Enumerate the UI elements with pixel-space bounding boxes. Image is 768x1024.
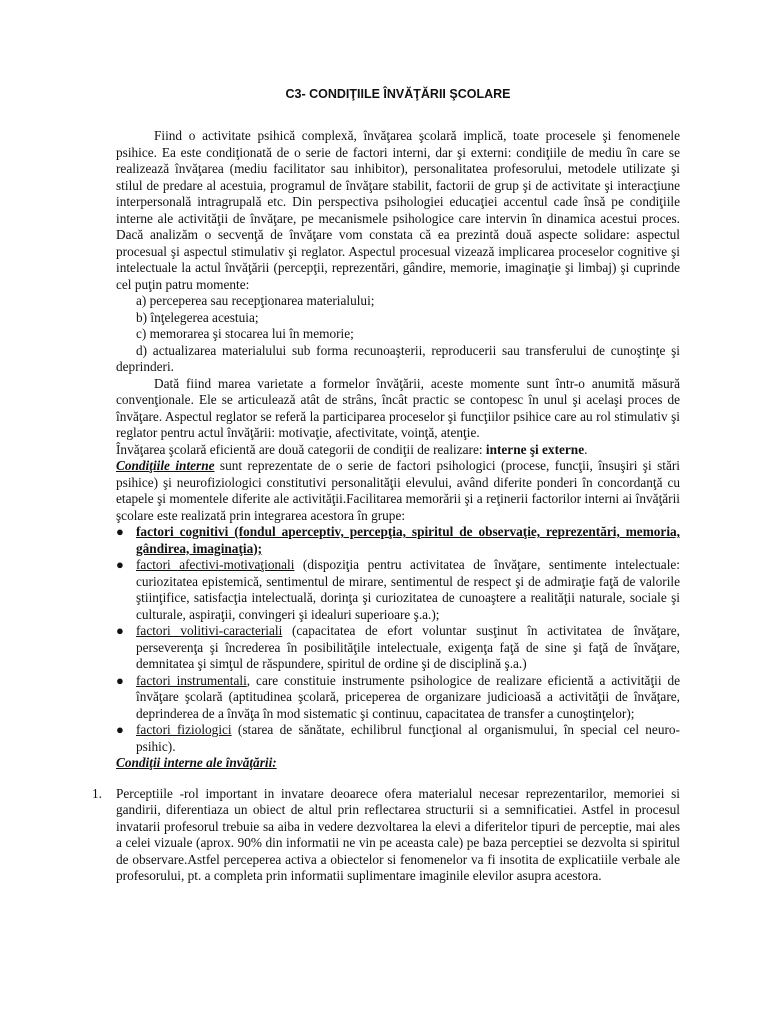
section-heading: Condiţii interne ale învăţării: xyxy=(116,755,277,770)
moment-b: b) înţelegerea acestuia; xyxy=(136,309,259,325)
list-item xyxy=(116,673,680,723)
moment-d: d) actualizarea materialului sub forma recunoaşterii, reproducerii sau transferului de cunoştinţe şi deprinderi. xyxy=(116,342,680,374)
item-text: Perceptiile -rol important in invatare deoarece ofera materialul necesar reprezentarilor, memoriei si gandirii, diferentiaza un obiect de altul prin reflectarea structurii si a semnificatiei. Astfel in procesul invatarii profesorul trebuie sa aiba in vedere dezvoltarea la elevi a diferitelor tipuri de perceptie, mai ales a celei vizuale (aprox. 90% din informatii ne vin pe aceasta cale) pe baza perceptiei se dezvolta si spiritul de observare.Astfel perceperea activa a obiectelor si fenomenelor va fi insotita de explicatiile verbale ale profesorului, pt. a completa prin informatii suplimentare imaginile elevilor asupra acestora. xyxy=(116,785,680,883)
bullet-icon: ● xyxy=(116,672,124,688)
variety-paragraph: Dată fiind marea varietate a formelor învăţării, aceste momente sunt într-o anumită măsură convenţionale. Ele se articulează atât de strâns, încât practic se contopesc în unul şi acelaşi proces de învăţare. Aspectul reglator se referă la participarea proceselor şi funcţiilor psihice care au rol stimulativ şi reglator pentru actul învăţării: motivaţie, afectivitate, voinţă, atenţie. xyxy=(116,375,680,440)
document-page xyxy=(92,86,681,885)
list-item xyxy=(116,557,680,623)
list-item xyxy=(116,524,680,557)
factor-label: factori instrumentali xyxy=(136,672,247,688)
item-number: 1. xyxy=(92,785,102,801)
moment-c: c) memorarea şi stocarea lui în memorie; xyxy=(136,326,354,341)
internal-conditions-paragraph xyxy=(116,458,680,524)
categories-bold: interne şi externe xyxy=(485,441,585,457)
bullet-icon: ● xyxy=(116,722,124,737)
internal-conditions-label: Condiţiile interne xyxy=(116,458,215,473)
moment-a: a) perceperea sau recepţionarea materialului; xyxy=(136,293,375,308)
list-item xyxy=(116,722,680,755)
categories-text: Învăţarea şcolară eficientă are două categorii de condiţii de realizare: xyxy=(116,441,486,457)
bullet-icon: ● xyxy=(116,557,124,572)
factor-text: (starea de sănătate, echilibrul funcţional al organismului, în special cel neuro-psihic). xyxy=(136,722,680,754)
factor-label: factori fiziologici xyxy=(136,722,232,737)
factor-label: factori cognitivi (fondul aperceptiv, percepţia, spiritul de observaţie, reprezentări, memoria, gândirea, imaginaţia); xyxy=(136,524,680,556)
bullet-icon: ● xyxy=(116,623,124,638)
page-title: C3- CONDIŢIILE ÎNVĂŢĂRII ŞCOLARE xyxy=(285,87,511,101)
bullet-icon: ● xyxy=(116,524,124,539)
factor-label: factori afectivi-motivaţionali xyxy=(136,557,295,572)
categories-end: . xyxy=(584,441,588,457)
factor-text: (dispoziţia pentru activitatea de învăţare, sentimente intelectuale: curiozitatea epistemică, sentimentul de mirare, sentimentul de respect şi de admiraţie faţă de valorile ştiinţifice, satisfacţia intelectuală, dorinţa şi curiozitatea de cunoaştere a realităţii naturale, sociale şi culturale, aspiraţii, convingeri şi idealuri superioare ş.a.); xyxy=(136,557,680,622)
factor-text: , care constituie instrumente psihologice de realizare eficientă a activităţii de învăţare şcolară (aptitudinea şcolară, priceperea de organizare judicioasă a activităţii de învăţare, deprinderea de a învăţa în mod sistematic şi continuu, capacitatea de transfer a cunoştinţelor); xyxy=(136,672,681,721)
factor-label: factori volitivi-caracteriali xyxy=(136,623,283,638)
numbered-list xyxy=(92,785,680,885)
list-item xyxy=(116,623,680,673)
internal-conditions-text: sunt reprezentate de o serie de factori psihologici (procese, funcţii, însuşiri şi stări psihice) şi neurofiziologici constitutivi personalităţii elevului, având diferite ponderi în concordanţă cu etapele şi momentele diferite ale activităţii.Facilitarea memorării şi a reţinerii factorilor interni ai învăţării şcolare este realizată prin integrarea acestora în grupe: xyxy=(116,458,680,523)
categories-paragraph xyxy=(116,442,680,459)
factors-list xyxy=(116,524,680,755)
list-item xyxy=(92,785,680,885)
intro-paragraph: Fiind o activitate psihică complexă, învăţarea şcolară implică, toate procesele şi fenomenele psihice. Ea este condiţionată de o serie de factori interni, dar şi externi: condiţiile de mediu în care se realizează învăţarea (mediu facilitator sau inhibitor), personalitatea profesorului, metodele utilizate şi stilul de predare al acestuia, programul de învăţare stabilit, factorii de grup şi de activitate şi interacţiune interpersonală intragrupală etc. Din perspectiva psihologiei educaţiei accentul cade însă pe condiţiile interne ale activităţii de învăţare, pe mecanismele psihologice care intervin în dinamica acestui proces. Dacă analizăm o secvenţă de învăţare vom constata că ea prezintă două aspecte solidare: aspectul procesual şi aspectul stimulativ şi reglator. Aspectul procesual vizează implicarea proceselor cognitive şi intelectuale la actul învăţării (percepţii, reprezentări, gândire, memorie, imaginaţie şi limbaj) şi cuprinde cel puţin patru momente: xyxy=(116,128,680,292)
factor-text: (capacitatea de efort voluntar susţinut în activitatea de învăţare, perseverenţa şi încrederea în posibilităţile intelectuale, exigenţa faţă de sine şi faţă de învăţare, demnitatea şi simţul de răspundere, spiritul de ordine şi de disciplină ş.a.) xyxy=(136,623,680,671)
